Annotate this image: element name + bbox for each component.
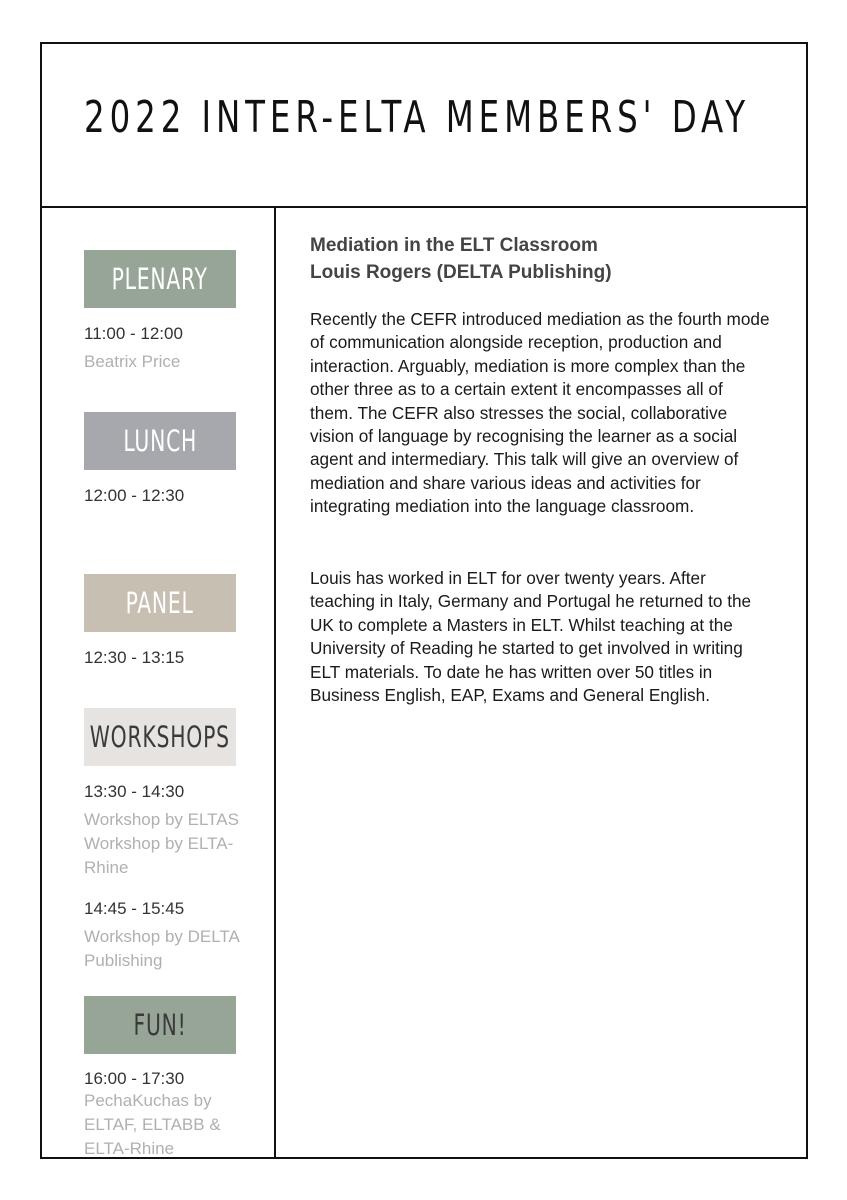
talk-speaker: Louis Rogers (DELTA Publishing): [310, 262, 612, 283]
speaker-bio: Louis has worked in ELT for over twenty years. After teaching in Italy, Germany and Portugal he returned to the UK to complete a Masters in ELT. Whilst teaching at the University of Reading he started to get involved in writing ELT materials. To date he has written over 50 titles in Business English, EAP, Exams and General English.: [310, 568, 752, 706]
fun-detail: PechaKuchas by ELTAF, ELTABB & ELTA-Rhine: [84, 1091, 221, 1158]
lunch-time: 12:00 - 12:30: [84, 486, 185, 505]
fun-time: 16:00 - 17:30: [84, 1069, 185, 1088]
panel-label: PANEL: [84, 574, 236, 632]
plenary-speaker: Beatrix Price: [84, 352, 181, 371]
talk-abstract: Recently the CEFR introduced mediation as the fourth mode of communication alongside reception, production and interaction. Arguably, mediation is more complex than the other three as to a certain extent it encompasses all of them. The CEFR also stresses the social, collaborative vision of language by recognising the learner as a social agent and intermediary. This talk will give an overview of mediation and share various ideas and activities for integrating mediation into the language classroom.: [310, 309, 770, 517]
plenary-label: PLENARY: [84, 250, 236, 308]
agenda-frame: [40, 42, 808, 1159]
page-title: 2022 INTER-ELTA MEMBERS' DAY: [84, 92, 751, 143]
header: [42, 44, 806, 208]
workshops-time-2: 14:45 - 15:45: [84, 899, 185, 918]
panel-time: 12:30 - 13:15: [84, 648, 185, 667]
talk-heading: [310, 232, 780, 286]
lunch-label: LUNCH: [84, 412, 236, 470]
workshops-detail-1: Workshop by ELTAS Workshop by ELTA-Rhine: [84, 810, 239, 877]
workshops-detail-2: Workshop by DELTA Publishing: [84, 927, 239, 970]
talk-details: [276, 208, 806, 1157]
schedule-sidebar: [42, 208, 276, 1157]
fun-label: FUN!: [84, 996, 236, 1054]
workshops-label: WORKSHOPS: [84, 708, 236, 766]
workshops-time-1: 13:30 - 14:30: [84, 782, 185, 801]
talk-title: Mediation in the ELT Classroom: [310, 235, 598, 256]
plenary-time: 11:00 - 12:00: [84, 324, 183, 343]
